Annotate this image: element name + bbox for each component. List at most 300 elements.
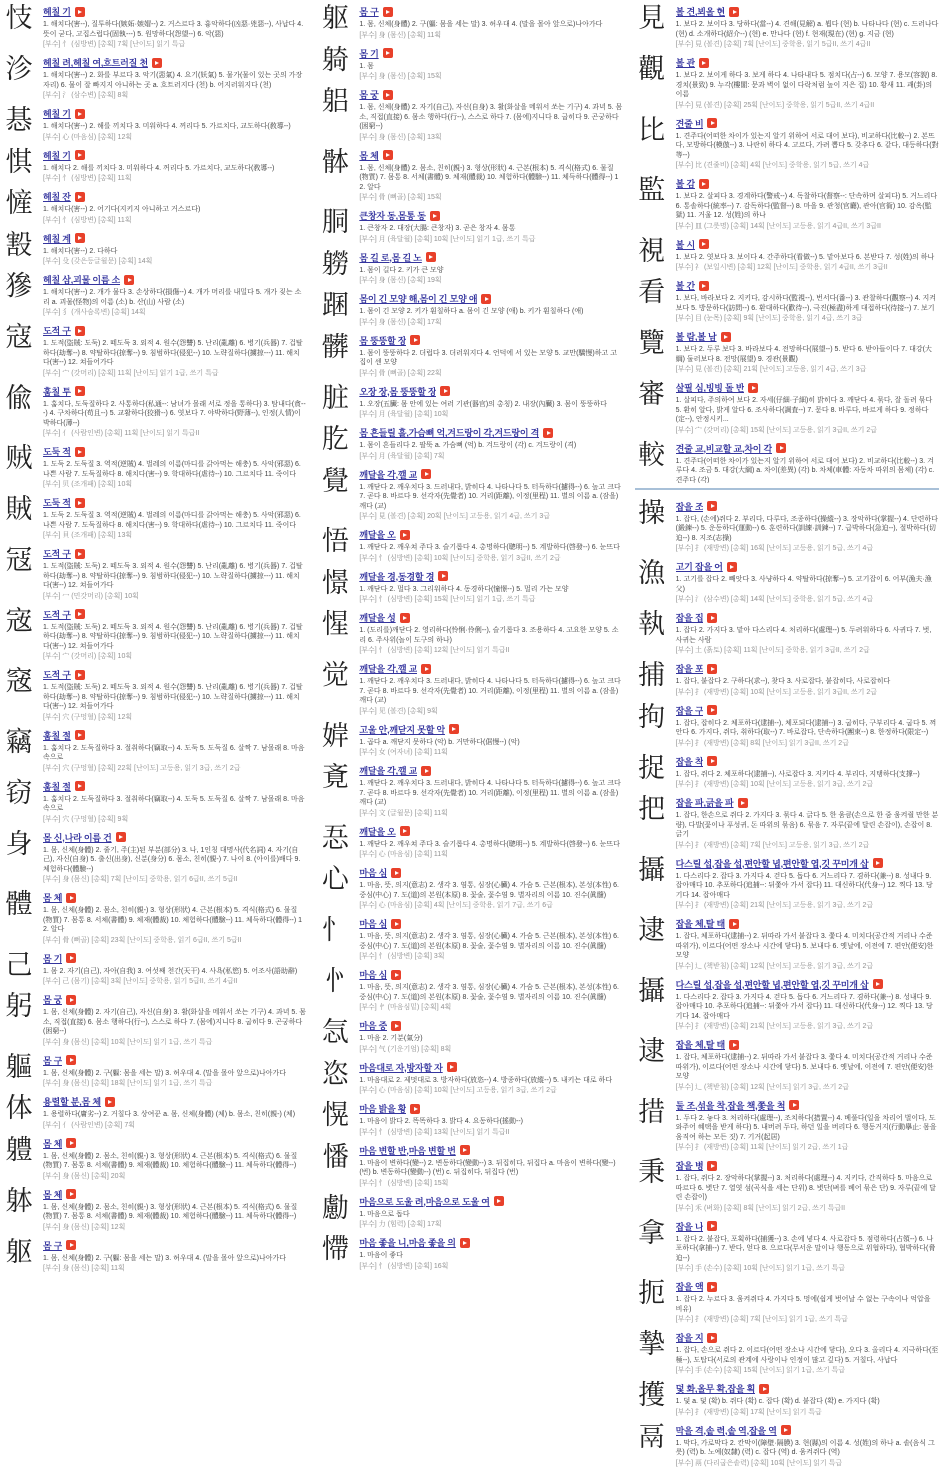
entry-definitions: 1. 해치다(害--) 2. 화를 부르다 3. 악기(惡氣) 4. 요기(妖氣) 5. 물가(물이 있는 곳의 가장자리) 6. 물이 잘 빠지지 아니하는 곳 a. 흐트러지다 (천) b. 어지러워지다 (천) — [43, 72, 303, 89]
speaker-glyph — [485, 297, 489, 301]
sound-icon[interactable] — [447, 1062, 457, 1072]
entry-title-link[interactable]: 마음 심 — [359, 919, 388, 929]
entry-title-link[interactable]: 잡을 지 — [675, 1333, 704, 1343]
hanja-character[interactable]: 看 — [638, 277, 666, 308]
entry-title-link[interactable]: 잡을 착 — [675, 756, 704, 767]
entry-title-row — [43, 831, 306, 844]
hanja-character[interactable]: 漁 — [638, 558, 666, 589]
entry-title-link[interactable]: 마음대로 자,방자할 자 — [359, 1062, 443, 1073]
sound-icon[interactable] — [707, 1161, 717, 1171]
entry-title-row — [676, 857, 939, 870]
entry-title-link[interactable]: 몸 체 — [359, 150, 379, 161]
hanja-character[interactable]: 㲅 — [5, 229, 33, 261]
sound-icon[interactable] — [75, 549, 85, 559]
hanja-character[interactable]: 忥 — [321, 1017, 349, 1048]
hanja-character[interactable]: 胴 — [321, 207, 349, 238]
sound-icon[interactable] — [707, 664, 717, 674]
sound-icon[interactable] — [426, 252, 436, 262]
hanja-character[interactable]: 心 — [321, 864, 349, 895]
sound-icon[interactable] — [66, 953, 76, 963]
sound-icon[interactable] — [421, 469, 431, 479]
sound-icon[interactable] — [727, 562, 737, 572]
dict-entry — [635, 115, 939, 171]
dict-entry — [635, 753, 939, 790]
hanja-character[interactable]: 躳 — [321, 86, 349, 117]
hanja-character[interactable]: 軀 — [5, 1051, 33, 1083]
sound-icon[interactable] — [75, 781, 85, 791]
hanja-character[interactable]: 軂 — [321, 248, 349, 280]
entry-title-row — [43, 149, 306, 162]
hanja-character[interactable]: 㦃 — [5, 188, 33, 219]
entry-meta: [부수] 忄 (심방변) [총획] 11획 — [43, 175, 132, 182]
entry-title-link[interactable]: 견줄 교,비교할 교,차이 각 — [675, 443, 773, 454]
hanja-character[interactable]: 秉 — [638, 1157, 666, 1188]
hanja-character[interactable]: 窛 — [5, 666, 33, 697]
sound-icon[interactable] — [75, 109, 85, 119]
entry-title-link[interactable]: 깨달을 각,깰 교 — [359, 469, 418, 480]
sound-icon[interactable] — [75, 670, 85, 680]
sound-icon[interactable] — [707, 1333, 717, 1343]
results-column-3 — [635, 3, 939, 1473]
hanja-character[interactable]: 忮 — [5, 3, 33, 34]
hanja-character[interactable]: 比 — [638, 114, 666, 146]
entry-title-link[interactable]: 훔칠 절 — [43, 781, 71, 792]
sound-icon[interactable] — [707, 118, 717, 128]
hanja-character[interactable]: 較 — [638, 439, 666, 471]
sound-icon[interactable] — [748, 383, 758, 393]
hanja-character[interactable]: 躸 — [321, 44, 349, 76]
sound-icon[interactable] — [75, 609, 85, 619]
sound-icon[interactable] — [707, 756, 717, 766]
entry-title-link[interactable]: 도둑 적 — [43, 498, 71, 508]
hanja-character[interactable]: 操 — [638, 497, 666, 529]
entry-meta: [부수] 礻 (보일시변) [총획] 12획 [난이도] 중학용, 읽기 4급II, 쓰기 3급II — [675, 264, 888, 271]
hanja-character[interactable]: 躰 — [5, 1185, 33, 1217]
sound-icon[interactable] — [383, 90, 393, 100]
sound-icon[interactable] — [721, 332, 731, 342]
hanja-character[interactable]: 竊 — [5, 726, 33, 758]
entry-meta: [부수] 手 (손수) [총획] 10획 [난이도] 읽기 1급, 쓰기 특급 — [675, 1265, 846, 1272]
entry-title-link[interactable]: 훔칠 투 — [43, 386, 71, 397]
hanja-character[interactable]: 攝 — [638, 854, 666, 886]
hanja-character[interactable]: 沴 — [5, 54, 33, 85]
results-column-2 — [318, 3, 622, 1473]
entry-title-link[interactable]: 둘 조,섞을 착,잡을 책,쫓을 척 — [675, 1100, 786, 1111]
sound-icon[interactable] — [421, 664, 431, 674]
dict-entry — [2, 188, 306, 225]
entry-meta: [부수] 忄 (심방변) [총획] 11획 — [43, 216, 132, 224]
entry-title-link[interactable]: 깨달을 각,깰 교 — [359, 664, 418, 674]
entry-title-row — [359, 1102, 622, 1115]
sound-icon[interactable] — [66, 893, 76, 903]
sound-icon[interactable] — [440, 386, 450, 396]
hanja-character[interactable]: 憬 — [321, 567, 349, 599]
hanja-character[interactable]: 恣 — [321, 1058, 349, 1090]
sound-icon[interactable] — [759, 1384, 769, 1394]
hanja-character[interactable]: 扼 — [638, 1278, 666, 1309]
entry-title-link[interactable]: 깨달을 오 — [359, 826, 396, 837]
hanja-character[interactable]: 髒 — [321, 331, 349, 363]
sound-icon[interactable] — [776, 443, 786, 453]
sound-icon[interactable] — [66, 1055, 76, 1065]
entry-title-link[interactable]: 몸 체 — [43, 1189, 63, 1200]
entry-meta: [부수] 身 (몸신) [총획] 15획 — [359, 73, 442, 80]
entry-title-link[interactable]: 훔칠 절 — [43, 730, 71, 741]
hanja-character[interactable]: 捉 — [638, 752, 666, 784]
sound-icon[interactable] — [707, 1282, 717, 1292]
entry-body — [359, 86, 622, 142]
entry-body — [359, 45, 622, 82]
sound-icon[interactable] — [729, 7, 739, 17]
sound-icon[interactable] — [75, 447, 85, 457]
sound-icon[interactable] — [430, 211, 440, 221]
entry-title-link[interactable]: 도둑 적 — [43, 447, 71, 457]
sound-icon[interactable] — [707, 1221, 717, 1231]
entry-title-link[interactable]: 몸 기 — [359, 48, 379, 59]
entry-title-link[interactable]: 견줄 비 — [675, 118, 704, 129]
entry-body — [43, 147, 306, 184]
entry-title-link[interactable]: 몸 기 — [43, 953, 63, 964]
sound-icon[interactable] — [410, 335, 420, 345]
entry-title-row — [359, 5, 622, 18]
sound-icon[interactable] — [75, 192, 85, 202]
entry-title-link[interactable]: 몸 뚱뚱할 장 — [359, 335, 407, 346]
entry-meta: [부수] 亻 (사람인변) [총획] 7획 — [43, 1121, 135, 1129]
hanja-character[interactable]: 軆 — [5, 1134, 33, 1166]
hanja-character[interactable]: 觉 — [321, 660, 349, 691]
entry-title-link[interactable]: 잡을 포 — [675, 664, 704, 674]
hanja-character[interactable]: 寇 — [5, 322, 33, 353]
speaker-glyph — [78, 153, 82, 157]
entry-title-link[interactable]: 깨달을 경,동경할 경 — [359, 571, 435, 582]
entry-title-row — [43, 668, 306, 681]
sound-icon[interactable] — [75, 730, 85, 740]
sound-icon[interactable] — [383, 48, 393, 58]
entry-title-link[interactable]: 마음 심 — [359, 868, 388, 878]
hanja-character[interactable]: 執 — [638, 609, 666, 640]
hanja-character[interactable]: 摯 — [638, 1329, 666, 1360]
sound-icon[interactable] — [873, 979, 883, 989]
hanja-character[interactable]: 逮 — [638, 915, 666, 946]
sound-icon[interactable] — [729, 919, 739, 929]
entry-title-link[interactable]: 오장 장,몸 뚱뚱할 장 — [359, 386, 437, 397]
sound-icon[interactable] — [460, 1238, 470, 1248]
entry-definitions: 1. 해치다 2. 해를 끼치다 3. 미워하다 4. 꺼리다 5. 가르치다, 교도하다(敎導--) — [43, 164, 275, 172]
sound-icon[interactable] — [391, 970, 401, 980]
sound-icon[interactable] — [152, 58, 162, 68]
hanja-character[interactable]: 忢 — [321, 822, 349, 854]
sound-icon[interactable] — [543, 428, 553, 438]
entry-title-link[interactable]: 마음 좋을 니,마음 좋을 의 — [359, 1238, 456, 1248]
hanja-character[interactable]: 脏 — [321, 382, 349, 414]
hanja-character[interactable]: 審 — [638, 379, 666, 410]
hanja-character[interactable]: 體 — [5, 889, 33, 920]
sound-icon[interactable] — [421, 766, 431, 776]
entry-title-link[interactable]: 몸 구 — [43, 1055, 63, 1066]
entry-title-row — [676, 704, 939, 717]
hanja-character[interactable]: 把 — [638, 794, 666, 825]
hanja-character[interactable]: 憣 — [321, 1141, 349, 1173]
dict-entry — [635, 3, 939, 49]
entry-title-link[interactable]: 볼 견,뵈올 현 — [675, 7, 726, 17]
entry-title-link[interactable]: 살필 심,빙빙 돌 반 — [675, 383, 745, 393]
hanja-character[interactable]: 㺑 — [5, 271, 33, 302]
entry-title-link[interactable]: 몸 길 로,몸 길 노 — [359, 252, 422, 263]
hanja-character[interactable]: 觀 — [638, 54, 666, 85]
entry-title-link[interactable]: 용렬할 분,몸 체 — [43, 1097, 101, 1107]
hanja-character[interactable]: 見 — [638, 3, 666, 34]
speaker-glyph — [711, 1164, 715, 1168]
entry-title-link[interactable]: 깨달을 각,깰 교 — [359, 766, 418, 776]
entry-title-link[interactable]: 볼 간 — [675, 281, 695, 291]
hanja-character[interactable]: 身 — [5, 828, 33, 860]
entry-title-link[interactable]: 도적 구 — [43, 549, 71, 559]
hanja-character[interactable]: 冦 — [5, 545, 33, 576]
entry-title-link[interactable]: 마음 중 — [359, 1021, 388, 1031]
entry-title-link[interactable]: 잡을 체,탈 태 — [675, 1040, 726, 1050]
entry-title-link[interactable]: 고울 안,깨닫지 못할 악 — [359, 724, 445, 735]
entry-title-link[interactable]: 잡을 집 — [675, 613, 704, 623]
entry-body — [676, 702, 939, 748]
hanja-character[interactable]: 捕 — [638, 660, 666, 691]
hanja-character[interactable]: 賊 — [5, 494, 33, 525]
entry-title-link[interactable]: 잡을 나 — [675, 1221, 704, 1232]
hanja-character[interactable]: 惺 — [321, 609, 349, 640]
entry-title-link[interactable]: 몸 구 — [43, 1240, 63, 1251]
dict-entry — [318, 915, 622, 961]
hanja-character[interactable]: 己 — [5, 949, 33, 981]
hanja-character[interactable]: 監 — [638, 175, 666, 206]
sound-icon[interactable] — [738, 798, 748, 808]
entry-meta: [부수] 犭 (개사슴록변) [총획] 14획 — [43, 309, 146, 316]
hanja-character[interactable]: 攝 — [638, 975, 666, 1007]
sound-icon[interactable] — [699, 58, 709, 68]
speaker-glyph — [711, 667, 715, 671]
hanja-character[interactable]: 擭 — [638, 1380, 666, 1411]
sound-icon[interactable] — [707, 501, 717, 511]
entry-title-link[interactable]: 볼 시 — [675, 239, 695, 250]
sound-icon[interactable] — [75, 233, 85, 243]
sound-icon[interactable] — [124, 275, 134, 285]
hanja-character[interactable]: 肐 — [321, 424, 349, 455]
entry-title-link[interactable]: 도적 구 — [43, 670, 71, 680]
hanja-character[interactable]: 㦅 — [321, 1234, 349, 1265]
entry-meta: [부수] 比 (견줄비) [총획] 4획 [난이도] 중학용, 읽기 5급, 쓰기 4급 — [675, 162, 870, 169]
entry-body — [676, 660, 939, 697]
hanja-character[interactable]: 窃 — [5, 777, 33, 809]
sound-icon[interactable] — [66, 995, 76, 1005]
entry-title-row — [359, 825, 622, 838]
sound-icon[interactable] — [438, 571, 448, 581]
sound-icon[interactable] — [75, 150, 85, 160]
entry-title-link[interactable]: 몸 궁 — [359, 90, 379, 100]
sound-icon[interactable] — [66, 1240, 76, 1250]
hanja-character[interactable]: 㣺 — [321, 966, 349, 997]
hanja-character[interactable]: 惎 — [5, 105, 33, 136]
entry-definitions: 1. 깨닫다 2. 멀다 3. 그리워하다 4. 동경하다(憧憬--) 5. 멀리 가는 모양 — [359, 585, 569, 593]
entry-definitions: 1. 깨닫다 2. 깨우치다 3. 드러내다, 밝히다 4. 나타나다 5. 터득하다(攄得--) 6. 높고 크다 7. 곧다 8. 바르다 9. 선각자(先覺者) 10. 거리(距離), 이정(里程) 11. 별의 이름 a. (잠을)깨다 (교) — [359, 780, 621, 806]
sound-icon[interactable] — [460, 1145, 470, 1155]
hanja-character[interactable]: 骵 — [321, 146, 349, 178]
dict-entry — [635, 1422, 939, 1468]
entry-meta: [부수] 扌 (재방변) [총획] 7획 [난이도] 읽기 1급, 쓰기 특급 — [675, 1316, 848, 1323]
sound-icon[interactable] — [66, 1189, 76, 1199]
hanja-character[interactable]: 贼 — [5, 443, 33, 474]
entry-title-link[interactable]: 볼 감 — [675, 179, 695, 189]
entry-title-link[interactable]: 고기 잡을 어 — [675, 562, 723, 572]
entry-title-link[interactable]: 덫 화,올무 확,잡을 획 — [675, 1384, 756, 1394]
sound-icon[interactable] — [75, 386, 85, 396]
entry-meta: [부수] 扌 (재방변) [총획] 10획 [난이도] 고등용, 읽기 3급, 쓰기 2급 — [675, 781, 874, 788]
hanja-character[interactable]: 拿 — [638, 1217, 666, 1249]
entry-title-link[interactable]: 마음 심 — [359, 970, 388, 980]
entry-title-link[interactable]: 마음으로 도울 려,마음으로 도울 여 — [359, 1196, 490, 1207]
entry-title-link[interactable]: 잡을 체,탈 태 — [675, 919, 726, 929]
entry-title-link[interactable]: 잡을 병 — [675, 1161, 704, 1171]
dict-entry — [635, 1097, 939, 1153]
entry-title-link[interactable]: 몸 궁 — [43, 995, 63, 1005]
entry-title-link[interactable]: 다스릴 섭,잡을 섭,편안할 녑,편안할 엽,깃 꾸미개 삽 — [675, 979, 869, 990]
hanja-character[interactable]: 逮 — [638, 1036, 666, 1067]
dict-entry — [2, 443, 306, 489]
entry-title-link[interactable]: 다스릴 섭,잡을 섭,편안할 녑,편안할 엽,깃 꾸미개 삽 — [675, 858, 869, 869]
sound-icon[interactable] — [707, 613, 717, 623]
entry-title-link[interactable]: 헤칠 계 — [43, 233, 71, 244]
hanja-character[interactable]: 躬 — [5, 991, 33, 1022]
sound-icon[interactable] — [105, 1097, 115, 1107]
speaker-glyph — [425, 667, 429, 671]
entry-title-link[interactable]: 큰창자 동,몸통 동 — [359, 211, 426, 221]
entry-title-link[interactable]: 헤칠 기 — [43, 7, 71, 17]
sound-icon[interactable] — [383, 150, 393, 160]
hanja-character[interactable]: 㥍 — [5, 146, 33, 178]
entry-title-link[interactable]: 헤칠 잔 — [43, 192, 71, 202]
hanja-character[interactable]: 体 — [5, 1093, 33, 1124]
dict-entry — [2, 1093, 306, 1130]
sound-icon[interactable] — [873, 858, 883, 868]
entry-title-link[interactable]: 도적 구 — [43, 326, 71, 336]
speaker-glyph — [497, 1199, 501, 1203]
dict-entry — [2, 271, 306, 317]
entry-title-link[interactable]: 몸 흔들릴 흘,가슴뼈 억,겨드랑이 각,겨드랑이 격 — [359, 428, 540, 438]
sound-icon[interactable] — [494, 1196, 504, 1206]
sound-icon[interactable] — [66, 1138, 76, 1148]
hanja-character[interactable]: 偸 — [5, 382, 33, 414]
entry-body — [359, 609, 622, 655]
hanja-character[interactable]: 措 — [638, 1096, 666, 1128]
sound-icon[interactable] — [75, 498, 85, 508]
sound-icon[interactable] — [75, 326, 85, 336]
entry-title-link[interactable]: 헤칠 삼,괴물 이름 소 — [43, 275, 121, 285]
entry-title-link[interactable]: 볼 람,볼 남 — [675, 332, 717, 342]
entry-definitions: 1. 마음대로 2. 제멋대로 3. 방자하다(放恣--) 4. 방종하다(放縱--) 5. 내키는 대로 하다 — [359, 1076, 613, 1084]
hanja-character[interactable]: 視 — [638, 235, 666, 267]
entry-title-link[interactable]: 잡을 구 — [675, 705, 704, 716]
entry-title-link[interactable]: 몸 체 — [43, 893, 63, 903]
entry-title-link[interactable]: 깨달을 오 — [359, 530, 396, 540]
hanja-character[interactable]: 婩 — [321, 720, 349, 752]
entry-definitions: 1. 잡다, 잡히다 2. 체포하다(逮捕--), 체포되다(逮捕--) 3. 굽히다, 구부리다 4. 굽다 5. 껴안다 6. 가지다, 쥐다, 취하다(取--) 7. 바로잡다, 단속하다(團束--) 8. 한정하다(限定--) — [675, 719, 937, 736]
hanja-character[interactable]: 愰 — [321, 1100, 349, 1131]
entry-title-row — [43, 729, 306, 742]
hanja-character[interactable]: 䠅 — [321, 290, 349, 321]
entry-title-link[interactable]: 헤칠 기 — [43, 109, 71, 119]
entry-title-link[interactable]: 막을 격,솥 력,솥 역,잡을 역 — [675, 1425, 777, 1436]
dict-entry — [2, 545, 306, 601]
entry-title-link[interactable]: 잡을 파,긁을 파 — [675, 798, 734, 808]
sound-icon[interactable] — [707, 705, 717, 715]
hanja-character[interactable]: 鬲 — [638, 1421, 666, 1453]
entry-definitions: 1. 잡다, 체포하다(逮捕--) 2. 뒤따라 가서 붙잡다 3. 쫓다 4. 미치다(공간적 거리나 수준 따위가), 이르다(어떤 장소나 시간에 닿다) 5. 보내다 6. 옛날에, 이전에 7. 편안(便安)한 모양 — [675, 1054, 934, 1080]
sound-icon[interactable] — [400, 613, 410, 623]
hanja-character[interactable]: 躯 — [321, 3, 349, 34]
sound-icon[interactable] — [789, 1100, 799, 1110]
hanja-character[interactable]: 躯 — [5, 1236, 33, 1268]
sound-icon[interactable] — [699, 281, 709, 291]
entry-title-link[interactable]: 잡을 액 — [675, 1282, 704, 1292]
hanja-character[interactable]: 拘 — [638, 701, 666, 733]
entry-title-link[interactable]: 몸 신,나라 이름 건 — [43, 832, 112, 843]
sound-icon[interactable] — [400, 826, 410, 836]
entry-title-link[interactable]: 깨달을 성 — [359, 613, 396, 623]
sound-icon[interactable] — [391, 868, 401, 878]
entry-title-link[interactable]: 몸 구 — [359, 7, 379, 17]
entry-meta: [부수] 身 (몸신) [총획] 20획 — [43, 1172, 126, 1180]
hanja-character[interactable]: 勴 — [321, 1192, 349, 1224]
entry-meta: [부수] 忄 (심방변) [총획] 12획 [난이도] 읽기 특급II — [359, 647, 510, 654]
sound-icon[interactable] — [781, 1425, 791, 1435]
sound-icon[interactable] — [699, 239, 709, 249]
hanja-character[interactable]: 覺 — [321, 465, 349, 497]
sound-icon[interactable] — [449, 724, 459, 734]
sound-icon[interactable] — [383, 7, 393, 17]
sound-icon[interactable] — [481, 294, 491, 304]
hanja-character[interactable]: 宼 — [5, 605, 33, 637]
entry-meta: [부수] 己 (몸기) [총획] 3획 [난이도] 중학용, 읽기 5급II, 쓰기 4급II — [43, 978, 238, 985]
entry-definitions: 1. 마음, 뜻, 의지(意志) 2. 생각 3. 염통, 심장(心臟) 4. 가슴 5. 근본(根本), 본성(本性) 6. 중심(中心) 7. 도(道)의 본원(本原) 8. 꽃술, 꽃수염 9. 별자리의 이름 10. 진수(眞髓) — [359, 882, 619, 899]
hanja-character[interactable]: 覽 — [638, 328, 666, 359]
sound-icon[interactable] — [729, 1040, 739, 1050]
entry-body — [676, 440, 939, 483]
entry-title-link[interactable]: 도적 구 — [43, 609, 71, 620]
sound-icon[interactable] — [410, 1104, 420, 1114]
entry-title-link[interactable]: 몸 체 — [43, 1138, 63, 1149]
entry-title-link[interactable]: 마음 변할 반,마음 변할 번 — [359, 1145, 456, 1156]
speaker-glyph — [433, 214, 437, 218]
entry-title-link[interactable]: 몸이 긴 모양 해,몸이 긴 모양 애 — [359, 294, 478, 304]
entry-title-link[interactable]: 헤칠 기 — [43, 150, 71, 161]
entry-meta: [부수] 扌 (재방변) [총획] 8획 [난이도] 읽기 3급II, 쓰기 2급 — [675, 739, 849, 747]
hanja-character[interactable]: 悟 — [321, 526, 349, 557]
sound-icon[interactable] — [391, 919, 401, 929]
entry-meta: [부수] 身 (몸신) [총획] 11획 — [43, 1265, 125, 1272]
sound-icon[interactable] — [116, 832, 126, 842]
entry-title-link[interactable]: 마음 밝을 황 — [359, 1104, 407, 1114]
entry-title-link[interactable]: 볼 관 — [675, 58, 695, 68]
hanja-character[interactable]: 忄 — [321, 915, 349, 946]
entry-meta: [부수] 扌 (재방변) [총획] 11획 [난이도] 읽기 2급, 쓰기 1급 — [675, 1144, 849, 1151]
entry-title-link[interactable]: 헤칠 려,헤칠 여,흐트러질 천 — [43, 58, 148, 68]
sound-icon[interactable] — [391, 1021, 401, 1031]
sound-icon[interactable] — [400, 530, 410, 540]
entry-meta: [부수] 贝 (조개패) [총획] 10획 — [43, 481, 133, 488]
sound-icon[interactable] — [75, 7, 85, 17]
entry-title-link[interactable]: 잡을 조 — [675, 501, 704, 512]
sound-icon[interactable] — [699, 179, 709, 189]
dict-entry — [635, 794, 939, 850]
hanja-character[interactable]: 斍 — [321, 762, 349, 793]
entry-definitions: 1. 몸이 긴 모양 2. 키가 훤칠하다 a. 몸이 긴 모양 (애) b. 키가 훤칠하다 (애) — [359, 308, 584, 315]
